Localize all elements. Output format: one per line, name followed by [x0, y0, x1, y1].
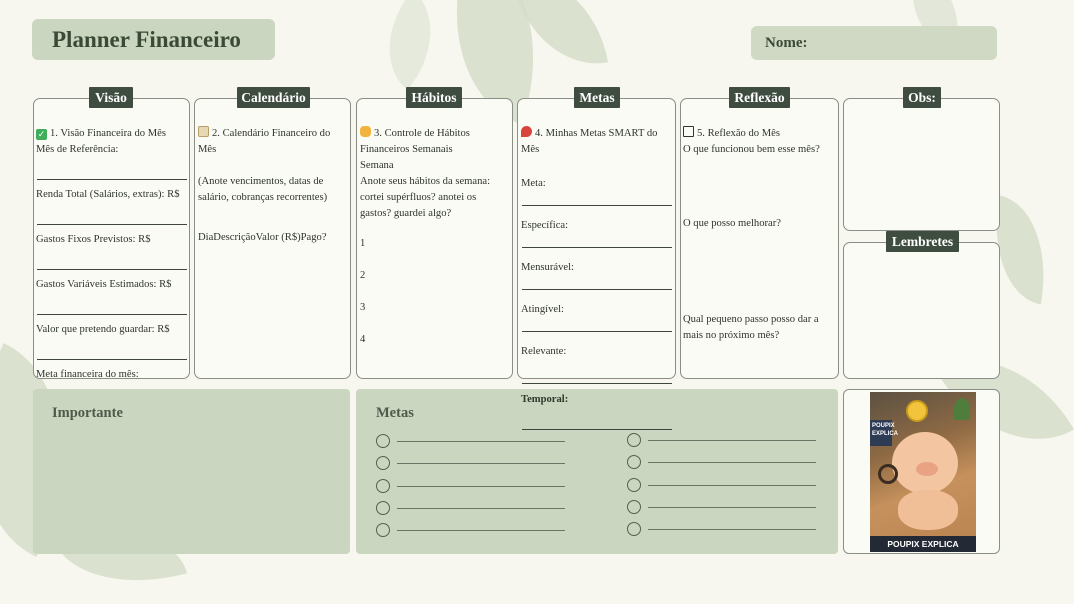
checklist-line — [648, 485, 816, 486]
card-visao — [33, 98, 190, 379]
calendario-title: 2. Calendário Financeiro do Mês — [198, 128, 331, 155]
magnifier-icon — [878, 464, 898, 484]
card-metas — [517, 98, 676, 379]
habitos-note: Anote seus hábitos da semana: cortei supérfluos? anotei os gastos? guardei algo? — [360, 176, 491, 219]
tag-reflexao: Reflexão — [729, 87, 790, 108]
card-calendario — [194, 98, 351, 379]
page-title: Planner Financeiro — [32, 19, 275, 60]
habitos-title: 3. Controle de Hábitos Financeiros Semanais — [360, 128, 470, 155]
checklist-line — [648, 440, 816, 441]
card-obs[interactable] — [843, 98, 1000, 231]
checkbox-circle[interactable] — [376, 523, 390, 537]
checkbox-circle[interactable] — [376, 479, 390, 493]
metas-title: 4. Minhas Metas SMART do Mês — [521, 128, 658, 155]
visao-renda[interactable]: Renda Total (Salários, extras): R$ — [36, 189, 180, 200]
habitos-week-2[interactable]: 2 — [360, 270, 366, 281]
leaf-decoration — [361, 0, 458, 90]
habitos-week-1[interactable]: 1 — [360, 238, 366, 249]
tag-calendario: Calendário — [237, 87, 310, 108]
fist-icon — [360, 126, 371, 137]
metas-field-relevante[interactable]: Relevante: — [521, 346, 567, 357]
checkbox-circle[interactable] — [376, 434, 390, 448]
card-habitos — [356, 98, 513, 379]
checklist-line — [397, 486, 565, 487]
tag-visao: Visão — [89, 87, 133, 108]
metas-field-mensuravel[interactable]: Mensurável: — [521, 262, 574, 273]
metas-field-atingivel[interactable]: Atingível: — [521, 304, 564, 315]
checklist-line — [397, 530, 565, 531]
checkbox-circle[interactable] — [627, 500, 641, 514]
checklist-line — [648, 462, 816, 463]
calendario-columns: DiaDescriçãoValor (R$)Pago? — [198, 232, 327, 243]
metas-field-especifica[interactable]: Específica: — [521, 220, 569, 231]
visao-ref[interactable]: Mês de Referência: — [36, 144, 119, 155]
piggy-illustration — [870, 392, 976, 552]
reflexao-q2: O que posso melhorar? — [683, 218, 781, 229]
reflexao-q1: O que funcionou bem esse mês? — [683, 144, 820, 155]
pig-legs — [898, 490, 958, 530]
visao-guardar[interactable]: Valor que pretendo guardar: R$ — [36, 324, 170, 335]
checklist-line — [648, 507, 816, 508]
checklist-line — [397, 463, 565, 464]
tag-obs: Obs: — [903, 87, 941, 108]
metas-panel-title: Metas — [376, 405, 414, 421]
checklist-line — [648, 529, 816, 530]
checkbox-circle[interactable] — [376, 501, 390, 515]
checkbox-circle[interactable] — [627, 455, 641, 469]
plant-icon — [954, 398, 970, 420]
metas-temporal-line — [522, 429, 672, 430]
importante-title: Importante — [52, 405, 123, 421]
checklist-line — [397, 508, 565, 509]
name-field[interactable]: Nome: — [751, 26, 997, 60]
envelope-icon — [683, 126, 694, 137]
tag-metas: Metas — [574, 87, 620, 108]
image-badge-text: POUPIX EXPLICA — [887, 539, 959, 549]
checkbox-circle[interactable] — [376, 456, 390, 470]
habitos-week-4[interactable]: 4 — [360, 334, 366, 345]
visao-title: 1. Visão Financeira do Mês — [50, 128, 166, 139]
image-badge — [870, 536, 976, 552]
visao-meta[interactable]: Meta financeira do mês: — [36, 369, 139, 380]
calendario-note: (Anote vencimentos, datas de salário, cobranças recorrentes) — [198, 176, 328, 203]
notepad-icon — [198, 126, 209, 137]
card-reflexao — [680, 98, 839, 379]
checkmark-icon: ✓ — [37, 129, 46, 139]
habitos-semana: Semana — [360, 160, 394, 171]
pig-snout — [916, 462, 938, 476]
metas-field-temporal[interactable]: Temporal: — [521, 394, 569, 405]
habitos-week-3[interactable]: 3 — [360, 302, 366, 313]
visao-variaveis[interactable]: Gastos Variáveis Estimados: R$ — [36, 279, 172, 290]
coin-icon — [906, 400, 928, 422]
reflexao-q3: Qual pequeno passo posso dar a mais no próximo mês? — [683, 314, 819, 341]
poupix-sign — [870, 420, 899, 446]
checklist-line — [397, 441, 565, 442]
metas-relevante-line — [522, 383, 672, 384]
poupix-sign-text: POUPIX EXPLICA — [872, 423, 899, 437]
visao-fixos[interactable]: Gastos Fixos Previstos: R$ — [36, 234, 151, 245]
tag-lembretes: Lembretes — [886, 231, 959, 252]
checkbox-circle[interactable] — [627, 478, 641, 492]
card-lembretes[interactable] — [843, 242, 1000, 379]
metas-field-meta[interactable]: Meta: — [521, 178, 546, 189]
checkbox-circle[interactable] — [627, 433, 641, 447]
reflexao-title: 5. Reflexão do Mês — [697, 128, 780, 139]
checkbox-circle[interactable] — [627, 522, 641, 536]
pushpin-icon — [521, 126, 532, 137]
tag-habitos: Hábitos — [406, 87, 462, 108]
